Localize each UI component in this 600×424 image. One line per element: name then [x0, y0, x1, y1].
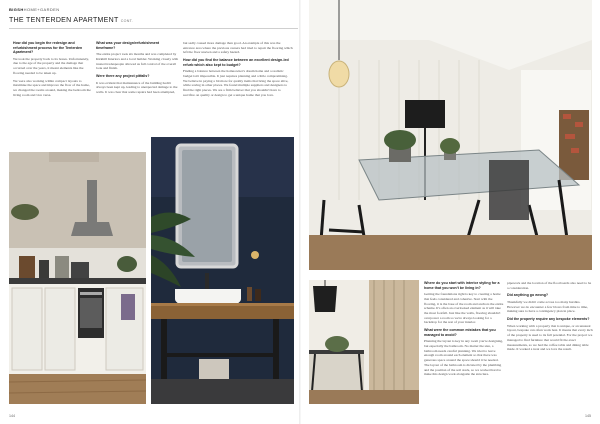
answer-paragraph: We took the property back to its bones. Unfortunately, due to the age of the property and the damage that occurred over the years, it meant elements like the flooring needed to be taken up.	[13, 56, 89, 75]
feature-title-suffix: CONT.	[120, 19, 133, 23]
left-page	[0, 0, 299, 424]
answer-paragraph: Planning the layout is key in any room you're designing, but especially the bathroom. No matter the size, a bathroom needs careful planning. We tried to leave enough room around each element so that there was generous space around the space should it be needed. The layout of the bathroom is dictated by the plumbing and the position of the soil stack, so we worked hard to make this design work alongside the structure.	[424, 339, 503, 377]
left-column-1	[13, 41, 93, 100]
masthead-brand: BIGSH	[9, 7, 24, 12]
living-corner-photo	[309, 280, 419, 404]
right-column-2	[507, 281, 593, 355]
bathroom-photo	[151, 137, 294, 404]
answer-paragraph: It was evident that maintenance of the building hadn't always been kept up, leading to unexpected damage to the walls. It was clear that some repairs had been attempted,	[96, 80, 178, 94]
answer-paragraph: When working with a property that is unique, or an unusual layout, bespoke can often work best. It means that every inch of the property is used to its full potential. For the project we managed to find furniture that would fit the exact measurements, so we had the coffee table and dining table made. It worked a treat and we love the result.	[507, 323, 593, 352]
left-column-2	[96, 41, 179, 98]
dining-room-photo	[309, 0, 592, 270]
question-heading: Did anything go wrong?	[507, 293, 549, 298]
answer-paragraph: We were also working within compact layouts to maximise the space and improve the flow of the home, we changed the rooms around, making the bedroom the living room and vice versa.	[13, 78, 91, 97]
page-number-right: 145	[585, 414, 591, 418]
right-page	[301, 0, 600, 424]
answer-paragraph: The entire project took six months and was completed by Kirkhill Interiors and a local builder. Working closely with trusted tradespeople allowed us full control of the overall look and finish.	[96, 52, 179, 71]
answer-paragraph: Getting the foundations right is key to creating a home that feels considered and cohesive. Start with the flooring, it is the base of the room and anchors the entire scheme. It's often an overlooked element as it will take the most footfall. Just like the walls, flooring shouldn't overpower a room so we're always looking for a backdrop for the rest of your interior.	[424, 292, 504, 325]
question-heading: Were there any project pitfalls?	[96, 74, 150, 78]
answer-paragraph: Thankfully we didn't come across too many hurdles. However we do encounter a few blows from time to time, making sure to have a contingency plan in place.	[507, 300, 588, 314]
masthead-section: HOME+GARDEN	[23, 7, 60, 12]
masthead	[9, 7, 60, 12]
header-rule	[9, 28, 298, 29]
question-heading: What were the common mistakes that you managed to avoid?	[424, 328, 496, 337]
question-heading: How did you begin the redesign and refurbishment process for the Tenterden Apartment?	[13, 41, 83, 55]
kitchen-photo	[9, 152, 146, 404]
feature-title	[9, 17, 133, 24]
right-column-1	[424, 281, 504, 380]
answer-paragraph: pipework and the location of the floorboards also need to be a consideration.	[507, 281, 592, 290]
answer-paragraph: Finding a balance between the homeowner's dream home and a realistic budget isn't impossible. It just requires planning and a little compromising. We believe in paying a bit more for quality items that bring the space alive, while saving in other places. We found multiple suppliers and designers to find the right pieces. We are a firm believer that you shouldn't have to sacrifice on quality or design to get a unique home that you love.	[183, 69, 289, 97]
page-number-left: 144	[9, 414, 15, 418]
feature-title-text: THE TENTERDEN APARTMENT	[9, 17, 119, 24]
left-column-3	[183, 41, 293, 101]
question-heading: How did you find the balance between an excellent design-led refurb which also kept to budget?	[183, 58, 289, 67]
question-heading: Did the property require any bespoke elements?	[507, 317, 590, 322]
answer-paragraph: but sadly caused more damage than good. An example of this was the entrance area where the previous owners had tried to repair the flooring which left the floor uneven and a safety hazard.	[183, 41, 293, 55]
question-heading: Where do you start with interior styling for a home that you won't be living in?	[424, 281, 500, 290]
question-heading: What was your design/refurbishment timeframe?	[96, 41, 160, 50]
